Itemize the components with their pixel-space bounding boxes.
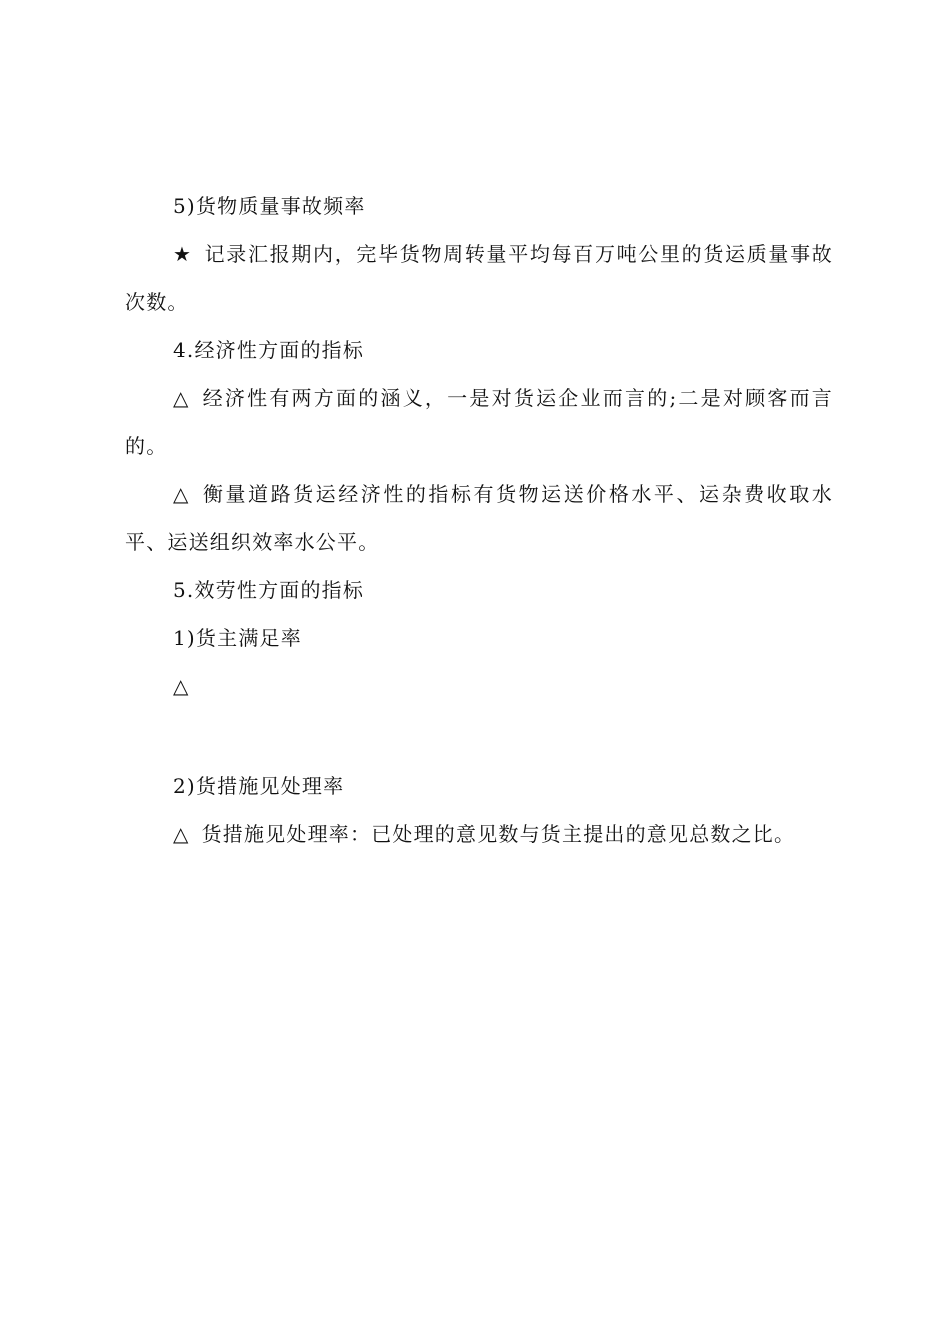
triangle-icon: △ — [173, 674, 190, 698]
heading-shipper-satisfaction-rate: 1)货主满足率 — [173, 626, 302, 650]
heading-cargo-quality-accident-rate: 5)货物质量事故频率 — [173, 194, 366, 218]
paragraph-opinion-handling-definition: △ 货措施见处理率：已处理的意见数与货主提出的意见总数之比。 — [173, 822, 796, 846]
triangle-icon: △ — [173, 386, 191, 410]
star-icon: ★ — [173, 242, 193, 266]
paragraph-economy-meaning: △ 经济性有两方面的涵义，一是对货运企业而言的;二是对顾客而言的。 — [125, 386, 833, 458]
heading-service-indicators: 5.效劳性方面的指标 — [173, 578, 365, 602]
heading-economy-indicators: 4.经济性方面的指标 — [173, 338, 365, 362]
paragraph-economy-measures: △ 衡量道路货运经济性的指标有货物运送价格水平、运杂费收取水平、运送组织效率水公平。 — [125, 482, 833, 554]
document-body — [125, 182, 833, 858]
heading-opinion-handling-rate: 2)货措施见处理率 — [173, 774, 345, 798]
triangle-icon: △ — [173, 482, 191, 506]
triangle-icon: △ — [173, 822, 190, 846]
paragraph-empty-bullet — [125, 662, 833, 710]
paragraph-accident-rate-definition: ★ 记录汇报期内，完毕货物周转量平均每百万吨公里的货运质量事故次数。 — [125, 242, 833, 314]
